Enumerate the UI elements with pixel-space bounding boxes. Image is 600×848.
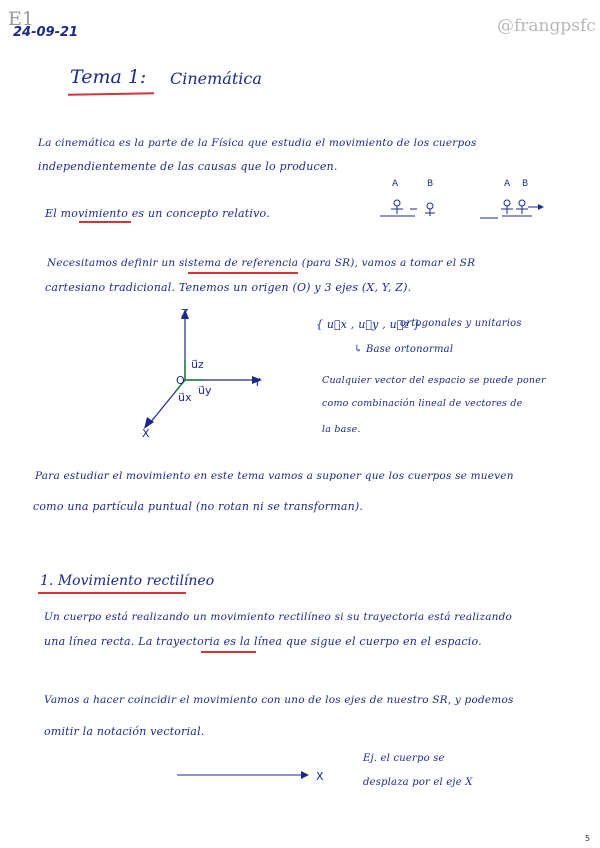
figure-right-b: B: [522, 179, 529, 189]
axis-y-label: Y: [254, 376, 261, 389]
title-underline: [68, 92, 154, 96]
example-line-2: desplaza por el eje X: [363, 777, 473, 788]
x-axis-arrow: [175, 765, 335, 785]
intro-line-2: independientemente de las causas que lo producen.: [38, 160, 338, 173]
x-axis-arrow-label: X: [316, 770, 324, 783]
uy-label: u⃗y: [198, 384, 212, 397]
basis-base: ↳ Base ortonormal: [354, 344, 454, 355]
basis-vector-1: Cualquier vector del espacio se puede poner: [322, 375, 546, 386]
relative-motion-figure: [370, 176, 560, 226]
title-tema: Tema 1:: [70, 66, 147, 88]
section-1-line-2: una línea recta. La trayectoria es la línea que sigue el cuerpo en el espacio.: [44, 635, 482, 648]
basis-set: { u⃗x , u⃗y , u⃗z }: [316, 318, 421, 331]
intro-line-1: La cinemática es la parte de la Física que estudia el movimiento de los cuerpos: [38, 137, 477, 149]
figure-left-b: B: [427, 179, 434, 189]
section-1-line-1: Un cuerpo está realizando un movimiento rectilíneo si su trayectoria está realizando: [44, 611, 513, 623]
origin-label: O: [176, 374, 185, 387]
reference-line-1: Necesitamos definir un sistema de referencia (para SR), vamos a tomar el SR: [47, 257, 476, 269]
basis-set-desc: ortogonales y unitarios: [400, 318, 522, 329]
reference-line-2: cartesiano tradicional. Tenemos un origen (O) y 3 ejes (X, Y, Z).: [45, 281, 412, 294]
movimiento-underline: [79, 221, 131, 223]
axes-diagram: [130, 305, 280, 440]
intro-relative: El movimiento es un concepto relativo.: [45, 207, 270, 220]
watermark: @frangpsfc: [497, 16, 596, 36]
section-1-title: Movimiento rectilíneo: [57, 573, 215, 589]
sistema-underline: [188, 272, 298, 274]
trayectoria-underline: [201, 651, 256, 653]
section-1-line-3: Vamos a hacer coincidir el movimiento con uno de los ejes de nuestro SR, y podemos: [44, 694, 514, 706]
basis-vector-2: como combinación lineal de vectores de: [322, 398, 523, 409]
particle-line-2: como una partícula puntual (no rotan ni se transforman).: [33, 500, 364, 513]
particle-line-1: Para estudiar el movimiento en este tema vamos a suponer que los cuerpos se mueven: [35, 470, 514, 482]
corner-id: E1: [8, 8, 34, 30]
figure-right-a: A: [504, 179, 511, 189]
uz-label: u⃗z: [191, 358, 204, 371]
example-line-1: Ej. el cuerpo se: [363, 753, 445, 764]
section-1-line-4: omitir la notación vectorial.: [44, 725, 205, 738]
date: 24-09-21: [13, 25, 79, 40]
section-1-number: 1.: [40, 573, 54, 589]
axis-z-label: Z: [181, 307, 189, 320]
figure-left-a: A: [392, 179, 399, 189]
title-subject: Cinemática: [170, 69, 262, 88]
basis-vector-3: la base.: [322, 424, 361, 435]
page-number: 5: [585, 834, 591, 843]
axis-x-label: X: [142, 427, 150, 440]
section-1-heading: [40, 573, 214, 589]
ux-label: u⃗x: [178, 391, 192, 404]
section-1-underline: [38, 592, 186, 594]
